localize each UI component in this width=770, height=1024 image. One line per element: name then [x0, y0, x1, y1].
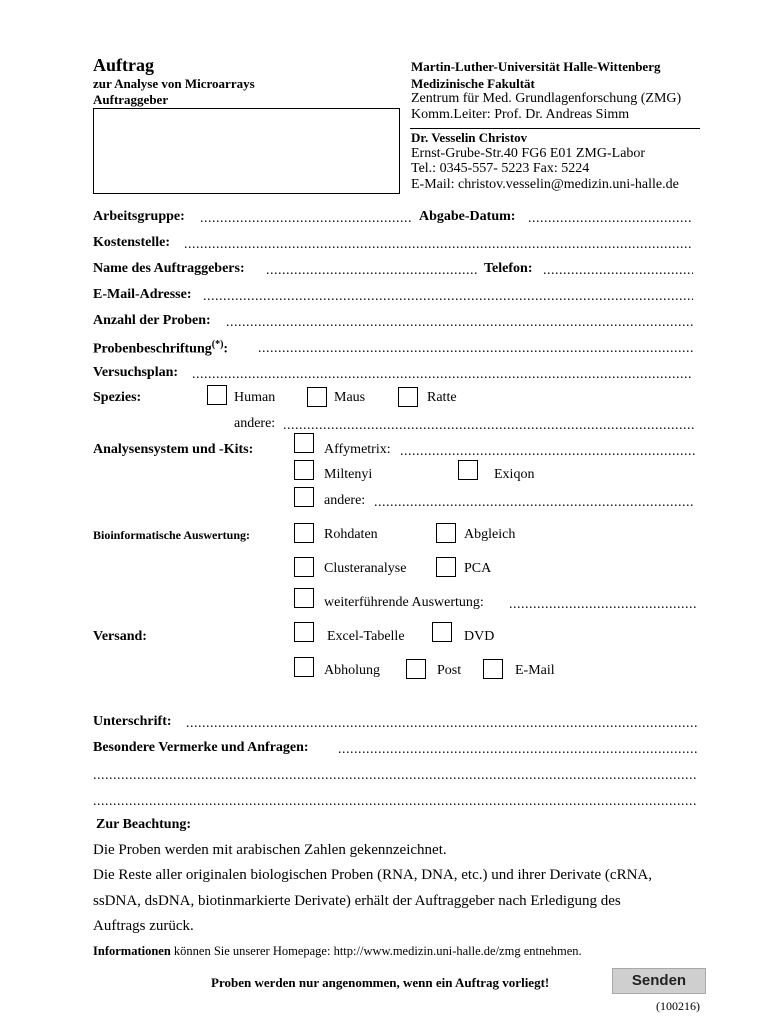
abholung-checkbox[interactable] — [294, 657, 314, 677]
versuchsplan-label: Versuchsplan: — [93, 365, 179, 380]
arbeitsgruppe-field[interactable] — [200, 211, 413, 227]
spezies-label: Spezies: — [93, 390, 142, 405]
email-label: E-Mail-Adresse: — [93, 287, 192, 302]
contact-address: Ernst-Grube-Str.40 FG6 E01 ZMG-Labor — [411, 146, 646, 161]
send-button[interactable]: Senden — [612, 968, 706, 994]
footer-notice: Proben werden nur angenommen, wenn ein Auftrag vorliegt! — [211, 975, 550, 990]
bioinformatik-label: Bioinformatische Auswertung: — [93, 528, 250, 542]
telefon-label: Telefon: — [484, 261, 533, 276]
ratte-checkbox[interactable] — [398, 387, 418, 407]
excel-checkbox[interactable] — [294, 622, 314, 642]
versand-label: Versand: — [93, 629, 147, 644]
abholung-label: Abholung — [324, 663, 380, 678]
head-name: Komm.Leiter: Prof. Dr. Andreas Simm — [411, 107, 630, 122]
form-code: (100216) — [656, 999, 700, 1013]
miltenyi-label: Miltenyi — [324, 467, 373, 482]
abgabe-datum-label: Abgabe-Datum: — [419, 209, 516, 224]
weiter-label: weiterführende Auswertung: — [324, 595, 484, 610]
human-checkbox[interactable] — [207, 385, 227, 405]
dvd-label: DVD — [464, 629, 495, 644]
contact-name: Dr. Vesselin Christov — [411, 130, 528, 145]
human-label: Human — [234, 390, 276, 405]
dvd-checkbox[interactable] — [432, 622, 452, 642]
pca-label: PCA — [464, 561, 492, 576]
analysensystem-label: Analysensystem und -Kits: — [93, 442, 254, 457]
header-divider — [410, 128, 700, 129]
university-name: Martin-Luther-Universität Halle-Wittenberg — [411, 59, 661, 74]
email-field[interactable] — [203, 289, 693, 305]
affymetrix-field[interactable] — [400, 444, 695, 460]
probenbeschriftung-label: Probenbeschriftung(*): — [93, 339, 229, 357]
name-label: Name des Auftraggebers: — [93, 261, 245, 276]
abgleich-label: Abgleich — [464, 527, 516, 542]
post-checkbox[interactable] — [406, 659, 426, 679]
kostenstelle-field[interactable] — [184, 237, 693, 253]
email-versand-checkbox[interactable] — [483, 659, 503, 679]
pca-checkbox[interactable] — [436, 557, 456, 577]
analyse-andere-field[interactable] — [374, 495, 695, 511]
name-field[interactable] — [266, 263, 479, 279]
vermerke-field-line3[interactable] — [93, 794, 697, 810]
versuchsplan-field[interactable] — [192, 367, 693, 383]
exiqon-label: Exiqon — [494, 467, 535, 482]
miltenyi-checkbox[interactable] — [294, 460, 314, 480]
vermerke-field[interactable] — [338, 742, 697, 758]
exiqon-checkbox[interactable] — [458, 460, 478, 480]
spezies-andere-field[interactable] — [283, 418, 695, 434]
client-stamp-box[interactable] — [93, 108, 400, 194]
contact-email: E-Mail: christov.vesselin@medizin.uni-halle.de — [411, 177, 679, 192]
arbeitsgruppe-label: Arbeitsgruppe: — [93, 209, 185, 224]
anzahl-field[interactable] — [226, 315, 693, 331]
probenbeschriftung-field[interactable] — [258, 341, 693, 357]
form-subtitle: zur Analyse von Microarrays — [93, 76, 255, 91]
vermerke-field-line2[interactable] — [93, 768, 697, 784]
notes-line-2: Die Reste aller originalen biologischen Proben (RNA, DNA, etc.) und ihrer Derivate (cRNA, — [93, 867, 653, 883]
maus-checkbox[interactable] — [307, 387, 327, 407]
maus-label: Maus — [334, 390, 366, 405]
weiter-checkbox[interactable] — [294, 588, 314, 608]
center-name: Zentrum für Med. Grundlagenforschung (ZMG) — [411, 91, 682, 106]
contact-phone: Tel.: 0345-557- 5223 Fax: 5224 — [411, 161, 590, 176]
unterschrift-field[interactable] — [186, 716, 697, 732]
client-label: Auftraggeber — [93, 92, 169, 107]
telefon-field[interactable] — [543, 263, 693, 279]
notes-heading: Zur Beachtung: — [96, 817, 192, 832]
email-versand-label: E-Mail — [515, 663, 555, 678]
ratte-label: Ratte — [427, 390, 457, 405]
affymetrix-checkbox[interactable] — [294, 433, 314, 453]
anzahl-label: Anzahl der Proben: — [93, 313, 211, 328]
abgleich-checkbox[interactable] — [436, 523, 456, 543]
excel-label: Excel-Tabelle — [327, 629, 405, 644]
affymetrix-label: Affymetrix: — [324, 442, 391, 457]
vermerke-label: Besondere Vermerke und Anfragen: — [93, 740, 309, 755]
rohdaten-label: Rohdaten — [324, 527, 378, 542]
cluster-label: Clusteranalyse — [324, 561, 407, 576]
notes-line-1: Die Proben werden mit arabischen Zahlen gekennzeichnet. — [93, 842, 447, 858]
cluster-checkbox[interactable] — [294, 557, 314, 577]
notes-line-4: Auftrags zurück. — [93, 918, 194, 934]
unterschrift-label: Unterschrift: — [93, 714, 172, 729]
spezies-andere-label: andere: — [234, 416, 276, 431]
analyse-andere-checkbox[interactable] — [294, 487, 314, 507]
notes-info: Informationen können Sie unserer Homepage: http://www.medizin.uni-halle.de/zmg entnehmen. — [93, 944, 582, 958]
faculty-name: Medizinische Fakultät — [411, 76, 535, 91]
form-title: Auftrag — [93, 55, 154, 75]
kostenstelle-label: Kostenstelle: — [93, 235, 170, 250]
analyse-andere-label: andere: — [324, 493, 366, 508]
rohdaten-checkbox[interactable] — [294, 523, 314, 543]
abgabe-datum-field[interactable] — [528, 211, 693, 227]
weiter-field[interactable] — [509, 597, 697, 613]
notes-line-3: ssDNA, dsDNA, biotinmarkierte Derivate) erhält der Auftraggeber nach Erledigung des — [93, 893, 621, 909]
post-label: Post — [437, 663, 462, 678]
